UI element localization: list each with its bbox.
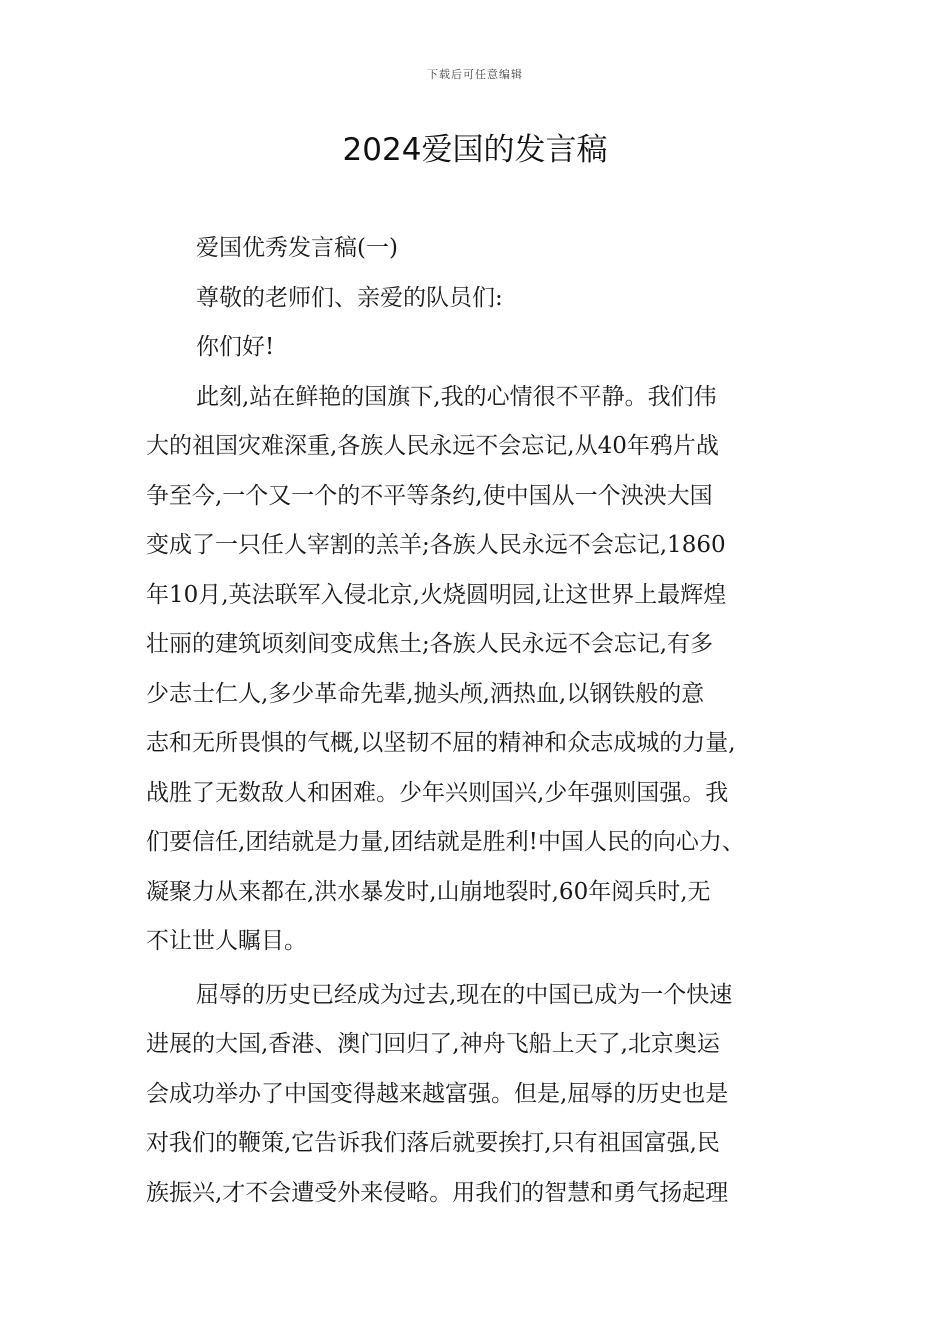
body-line: 争至今,一个又一个的不平等条约,使中国从一个泱泱大国 [146,482,713,509]
body-line: 战胜了无数敌人和困难。少年兴则国兴,少年强则国强。我 [146,779,729,806]
body-line: 志和无所畏惧的气概,以坚韧不屈的精神和众志成城的力量, [146,730,736,756]
body-line: 族振兴,才不会遭受外来侵略。用我们的智慧和勇气扬起理 [146,1179,729,1206]
body-line: 们要信任,团结就是力量,团结就是胜利!中国人民的向心力、 [146,829,745,855]
body-line: 对我们的鞭策,它告诉我们落后就要挨打,只有祖国富强,民 [146,1130,720,1156]
body-line: 尊敬的老师们、亲爱的队员们: [196,284,503,311]
document-title: 2024爱国的发言稿 [342,132,608,168]
header-note: 下载后可任意编辑 [427,68,523,81]
body-line: 变成了一只任人宰割的羔羊;各族人民永远不会忘记,1860 [146,532,726,558]
body-line: 壮丽的建筑顷刻间变成焦土;各族人民永远不会忘记,有多 [146,631,714,657]
body-line: 爱国优秀发言稿(一) [196,235,398,261]
body-line: 大的祖国灾难深重,各族人民永远不会忘记,从40年鸦片战 [146,433,719,459]
document-body [146,224,808,1218]
body-line: 屈辱的历史已经成为过去,现在的中国已成为一个快速 [196,981,733,1008]
body-line: 凝聚力从来都在,洪水暴发时,山崩地裂时,60年阅兵时,无 [146,878,711,905]
body-line: 年10月,英法联军入侵北京,火烧圆明园,让这世界上最辉煌 [146,581,727,608]
body-line: 不让世人瞩目。 [146,928,307,954]
body-line: 进展的大国,香港、澳门回归了,神舟飞船上天了,北京奥运 [146,1031,720,1057]
body-line: 你们好! [196,334,275,360]
body-line: 此刻,站在鲜艳的国旗下,我的心情很不平静。我们伟 [196,383,717,410]
body-line: 会成功举办了中国变得越来越富强。但是,屈辱的历史也是 [146,1080,729,1107]
body-line: 少志士仁人,多少革命先辈,抛头颅,洒热血,以钢铁般的意 [146,680,705,707]
